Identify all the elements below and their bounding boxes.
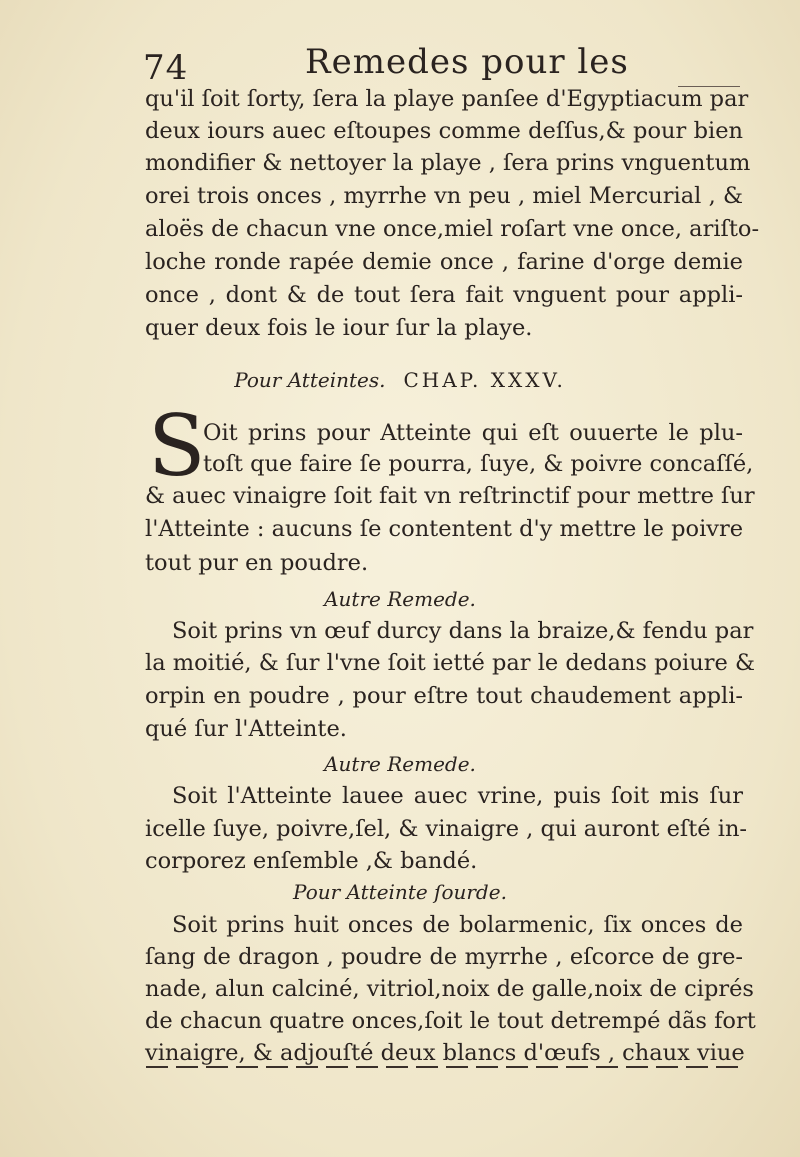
text-line: loche ronde rapée demie once , farine d'orge demie — [145, 249, 743, 275]
text-line: Oit prins pour Atteinte qui eſt ouuerte le plu- — [203, 420, 743, 446]
text-line: Soit l'Atteinte lauee auec vrine, puis ſoit mis ſur — [172, 783, 743, 809]
text-line: aloës de chacun vne once,miel roſart vne once, ariſto- — [145, 216, 760, 242]
bottom-rule — [146, 1066, 742, 1068]
text-line: Soit prins huit onces de bolarmenic, ſix onces de — [172, 912, 743, 938]
text-line: nade, alun calciné, vitriol,noix de galle,noix de ciprés — [145, 976, 754, 1002]
text-line: orei trois onces , myrrhe vn peu , miel Mercurial , & — [145, 183, 743, 209]
text-line: l'Atteinte : aucuns ſe contentent d'y mettre le poivre — [145, 516, 744, 542]
section-heading: Autre Remede. — [324, 752, 476, 776]
section-heading — [0, 366, 800, 394]
section-heading: Autre Remede. — [324, 587, 476, 611]
text-line: mondifier & nettoyer la playe , ſera prins vnguentum — [145, 150, 751, 176]
text-line: once , dont & de tout ſera fait vnguent pour appli- — [145, 282, 743, 308]
text-line: ſang de dragon , poudre de myrrhe , eſcorce de gre- — [145, 944, 743, 970]
text-line: la moitié, & ſur l'vne ſoit ietté par le dedans poiure & — [145, 650, 755, 676]
text-line: corporez enſemble ,& bandé. — [145, 848, 478, 874]
text-line: qué ſur l'Atteinte. — [145, 716, 347, 742]
running-title: Remedes pour les — [305, 42, 629, 82]
text-line: qu'il ſoit ſorty, ſera la playe panſee d'Egyptiacum par — [145, 86, 749, 112]
text-line: orpin en poudre , pour eſtre tout chaudement appli- — [145, 683, 743, 709]
text-line: Soit prins vn œuf durcy dans la braize,& fendu par — [172, 618, 754, 644]
section-heading: Pour Atteinte ſourde. — [293, 880, 507, 904]
text-line: quer deux fois le iour ſur la playe. — [145, 315, 533, 341]
section-title: Pour Atteintes. — [234, 368, 386, 392]
text-line: & auec vinaigre ſoit fait vn reſtrinctif pour mettre ſur — [145, 483, 755, 509]
text-line: icelle ſuye, poivre,ſel, & vinaigre , qui auront eſté in- — [145, 816, 748, 842]
chapter-label: CHAP. XXXV. — [403, 368, 566, 392]
text-line: toſt que faire ſe pourra, ſuye, & poivre concaſſé, — [203, 451, 754, 477]
page-number: 74 — [143, 48, 189, 88]
text-line: de chacun quatre onces,ſoit le tout detrempé dãs fort — [145, 1008, 756, 1034]
text-line: tout pur en poudre. — [145, 550, 369, 576]
text-line: vinaigre, & adjouſté deux blancs d'œufs , chaux viue — [145, 1040, 745, 1066]
drop-cap: S — [148, 397, 206, 495]
text-line: deux iours auec eſtoupes comme deſſus,& pour bien — [145, 118, 743, 144]
